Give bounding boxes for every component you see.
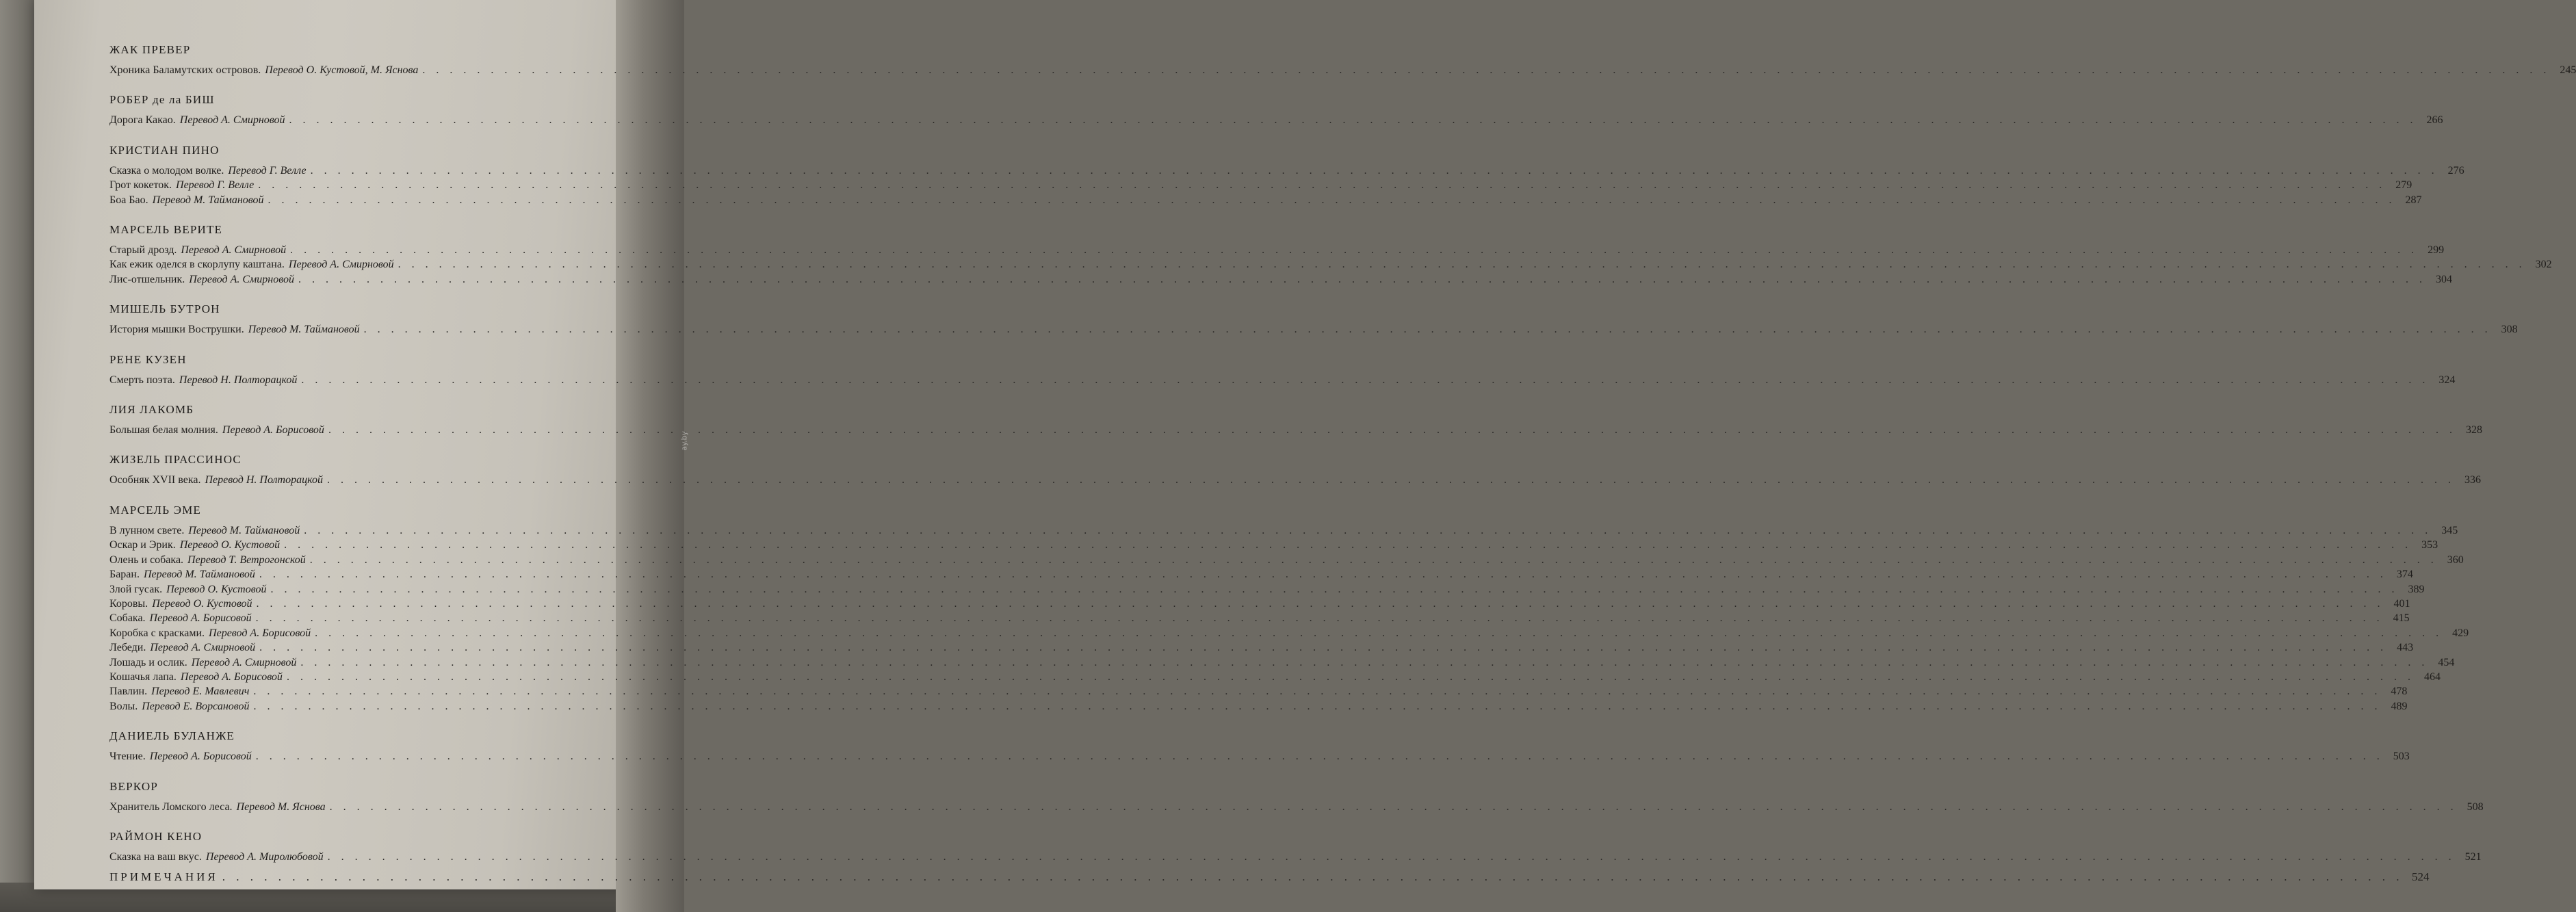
page-number: 478: [2391, 686, 2408, 698]
dot-leader: [301, 373, 2429, 387]
author-heading: МИШЕЛЬ БУТРОН: [109, 302, 220, 316]
translator-credit: Перевод О. Кустовой: [179, 539, 281, 551]
dot-leader: [311, 164, 2438, 178]
translator-credit: Перевод М. Таймановой: [152, 194, 264, 206]
story-title: Сказка на ваш вкус.: [109, 850, 202, 863]
toc-entry: [109, 749, 2410, 764]
story-title: Олень и собака.: [109, 553, 184, 566]
translator-credit: Перевод М. Таймановой: [248, 324, 360, 336]
author-heading: МАРСЕЛЬ ЭМЕ: [109, 503, 202, 517]
translator-credit: Перевод А. Борисовой: [149, 612, 252, 625]
dot-leader: [253, 699, 2381, 714]
story-title: Хроника Баламутских островов.: [109, 64, 261, 76]
translator-credit: Перевод А. Смирновой: [288, 259, 394, 271]
author-heading: РЕНЕ КУЗЕН: [109, 352, 187, 366]
dot-leader: [253, 684, 2381, 699]
toc-entry: [109, 611, 2410, 625]
toc-entry: [109, 670, 2441, 684]
translator-credit: Перевод О. Кустовой: [152, 597, 252, 610]
notes-label: ПРИМЕЧАНИЯ: [109, 870, 218, 884]
toc-entry: [109, 63, 2576, 77]
toc-entry: [109, 257, 2552, 272]
story-title: Как ежик оделся в скорлупу каштана.: [109, 259, 285, 271]
translator-credit: Перевод А. Борисовой: [222, 424, 324, 437]
page-number: 508: [2467, 800, 2484, 813]
dot-leader: [259, 567, 2387, 582]
page-number: 302: [2535, 259, 2552, 271]
translator-credit: Перевод Е. Мавлевич: [151, 686, 250, 698]
translator-credit: Перевод А. Борисовой: [180, 670, 283, 683]
story-title: Сказка о молодом волке.: [109, 164, 224, 177]
story-title: Большая белая молния.: [109, 424, 218, 437]
toc-entry: [109, 113, 2443, 127]
translator-credit: Перевод А. Смирновой: [181, 244, 287, 257]
toc-entry: [109, 538, 2438, 552]
dot-leader: [257, 597, 2384, 611]
author-heading: РОБЕР де ла БИШ: [109, 93, 215, 107]
translator-credit: Перевод А. Смирновой: [191, 656, 297, 668]
translator-credit: Перевод А. Борисовой: [209, 627, 311, 639]
page-number: 503: [2393, 751, 2410, 763]
dot-leader: [298, 272, 2426, 287]
dot-leader: [328, 423, 2456, 437]
translator-credit: Перевод А. Смирновой: [179, 114, 285, 127]
page-number: 308: [2501, 324, 2518, 336]
dot-leader: [290, 243, 2418, 257]
story-title: Чтение.: [109, 751, 146, 763]
dot-leader: [328, 850, 2456, 864]
translator-credit: Перевод О. Кустовой: [166, 583, 267, 595]
translator-credit: Перевод М. Таймановой: [188, 524, 300, 536]
page-number: 374: [2396, 569, 2413, 581]
toc-entry: [109, 272, 2452, 287]
dot-leader: [222, 870, 2404, 885]
story-title: Боа Бао.: [109, 194, 148, 206]
dot-leader: [330, 800, 2458, 814]
dot-leader: [304, 523, 2432, 538]
page-number: 266: [2426, 114, 2443, 127]
dot-leader: [300, 655, 2428, 670]
story-title: Лис-отшельник.: [109, 273, 185, 285]
translator-credit: Перевод О. Кустовой, М. Яснова: [265, 64, 419, 76]
toc-entry: [109, 699, 2408, 714]
toc-entry: [109, 523, 2458, 538]
dot-leader: [289, 113, 2417, 127]
translator-credit: Перевод А. Борисовой: [149, 751, 252, 763]
page-number: 287: [2405, 194, 2422, 206]
toc-entry: [109, 322, 2518, 337]
author-heading: ЖАК ПРЕВЕР: [109, 43, 191, 56]
dot-leader: [422, 63, 2550, 77]
translator-credit: Перевод Н. Полторацкой: [205, 474, 323, 486]
author-heading: ЛИЯ ЛАКОМБ: [109, 403, 194, 417]
page-number: 245: [2560, 64, 2576, 76]
story-title: Кошачья лапа.: [109, 670, 177, 683]
story-title: Дорога Какао.: [109, 114, 176, 127]
author-heading: РАЙМОН КЕНО: [109, 829, 203, 843]
notes-page-number: 524: [2411, 870, 2430, 884]
author-heading: ВЕРКОР: [109, 779, 159, 793]
story-title: В лунном свете.: [109, 524, 185, 536]
toc-entry: [109, 567, 2413, 582]
page-number: 443: [2397, 642, 2414, 654]
dot-leader: [270, 582, 2398, 597]
story-title: Особняк XVII века.: [109, 474, 201, 486]
page-number: 401: [2393, 597, 2410, 610]
translator-credit: Перевод Е. Ворсановой: [142, 700, 250, 712]
page-number: 521: [2464, 850, 2482, 863]
toc-entry: [109, 423, 2482, 437]
story-title: Смерть поэта.: [109, 374, 175, 386]
translator-credit: Перевод А. Смирновой: [189, 273, 294, 285]
story-title: Баран.: [109, 569, 140, 581]
page-number: 389: [2408, 583, 2425, 595]
story-title: Собака.: [109, 612, 146, 625]
story-title: История мышки Вострушки.: [109, 324, 244, 336]
toc-entry: [109, 373, 2456, 387]
dot-leader: [259, 640, 2387, 655]
author-heading: МАРСЕЛЬ ВЕРИТЕ: [109, 223, 223, 237]
book-gutter: [616, 0, 684, 912]
story-title: Оскар и Эрик.: [109, 539, 176, 551]
page-number: 276: [2447, 164, 2464, 177]
page-number: 324: [2438, 374, 2456, 386]
story-title: Хранитель Ломского леса.: [109, 800, 233, 813]
dot-leader: [287, 670, 2415, 684]
page-number: 464: [2423, 670, 2441, 683]
story-title: Павлин.: [109, 686, 148, 698]
story-title: Волы.: [109, 700, 138, 712]
dot-leader: [310, 553, 2438, 567]
translator-credit: Перевод А. Миролюбовой: [205, 850, 324, 863]
translator-credit: Перевод Т. Ветрогонской: [187, 553, 306, 566]
page-number: 279: [2395, 179, 2412, 192]
author-heading: ДАНИЕЛЬ БУЛАНЖЕ: [109, 729, 235, 743]
translator-credit: Перевод А. Смирновой: [150, 642, 256, 654]
page-number: 336: [2464, 474, 2481, 486]
toc-entry: [109, 655, 2455, 670]
dot-leader: [315, 626, 2443, 640]
toc-entry: [109, 850, 2482, 864]
page-number: 429: [2452, 627, 2469, 639]
page-number: 328: [2465, 424, 2482, 437]
toc-entry: [109, 684, 2408, 699]
translator-credit: Перевод М. Яснова: [236, 800, 326, 813]
translator-credit: Перевод Н. Полторацкой: [179, 374, 298, 386]
toc-entry: [109, 597, 2410, 611]
page-number: 345: [2441, 524, 2458, 536]
story-title: Старый дрозд.: [109, 244, 177, 257]
dot-leader: [327, 473, 2455, 487]
dot-leader: [258, 178, 2386, 192]
story-title: Лошадь и ослик.: [109, 656, 187, 668]
page-number: 304: [2435, 273, 2452, 285]
story-title: Лебеди.: [109, 642, 146, 654]
toc-entry: [109, 178, 2412, 192]
page-number: 454: [2438, 656, 2455, 668]
author-heading: КРИСТИАН ПИНО: [109, 143, 220, 157]
notes-entry: [109, 870, 2430, 885]
toc-entry: [109, 473, 2481, 487]
toc-entry: [109, 800, 2484, 814]
page-number: 299: [2428, 244, 2445, 257]
watermark: ay.by: [680, 431, 689, 451]
dot-leader: [284, 538, 2412, 552]
toc-entry: [109, 626, 2469, 640]
toc-entry: [109, 193, 2422, 207]
dot-leader: [398, 257, 2526, 272]
story-title: Грот кокеток.: [109, 179, 172, 192]
dot-leader: [256, 611, 2384, 625]
story-title: Злой гусак.: [109, 583, 163, 595]
toc-entry: [109, 553, 2464, 567]
page-number: 489: [2391, 700, 2408, 712]
translator-credit: Перевод Г. Велле: [228, 164, 307, 177]
toc-entry: [109, 640, 2414, 655]
translator-credit: Перевод М. Таймановой: [143, 569, 255, 581]
translator-credit: Перевод Г. Велле: [176, 179, 255, 192]
toc-entry: [109, 164, 2464, 178]
dot-leader: [364, 322, 2492, 337]
author-heading: ЖИЗЕЛЬ ПРАССИНОС: [109, 453, 242, 467]
dot-leader: [268, 193, 2395, 207]
dot-leader: [256, 749, 2384, 764]
toc-entry: [109, 582, 2425, 597]
page-number: 353: [2421, 539, 2438, 551]
story-title: Коробка с красками.: [109, 627, 205, 639]
page-number: 415: [2393, 612, 2410, 625]
page-number: 360: [2447, 553, 2464, 566]
story-title: Коровы.: [109, 597, 148, 610]
toc-entry: [109, 243, 2445, 257]
